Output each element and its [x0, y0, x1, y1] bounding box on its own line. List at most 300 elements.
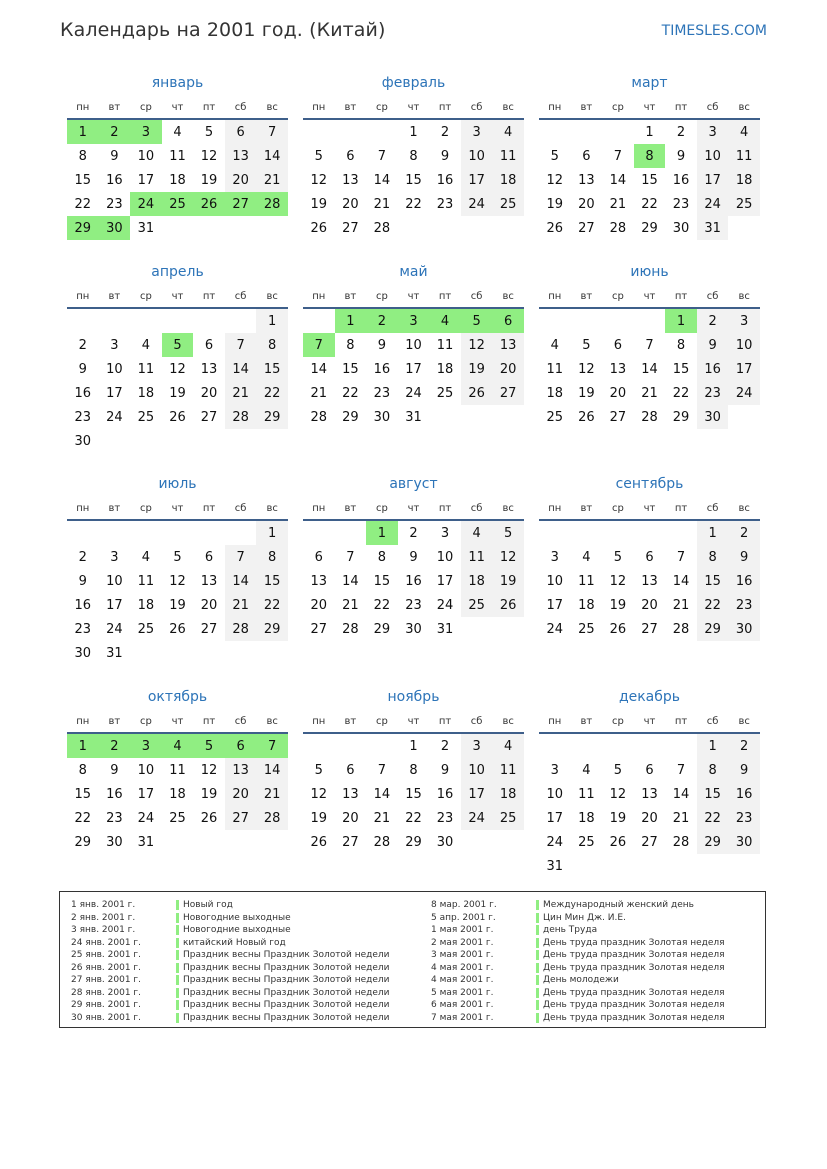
day-cell: 9	[78, 361, 87, 377]
legend-holiday-name: День труда праздник Золотая неделя	[543, 1012, 725, 1023]
weekday-label: чт	[407, 502, 420, 514]
day-cell: 2	[99, 734, 131, 758]
day-cell: 24	[106, 409, 123, 425]
day-cell: 4	[141, 337, 151, 353]
holiday-marker	[536, 913, 539, 923]
day-cell: 10	[137, 148, 155, 164]
day-cell: 11	[546, 361, 564, 377]
day-cell: 22	[641, 196, 658, 212]
day-cell: 8	[346, 337, 355, 353]
holiday-marker	[536, 938, 539, 948]
weekday-label: пт	[202, 502, 216, 514]
day-cell: 29	[405, 834, 422, 850]
site-link[interactable]: TIMESLES.COM	[661, 23, 767, 39]
weekday-label: чт	[171, 290, 184, 302]
weekday-label: чт	[407, 290, 420, 302]
day-cell: 16	[672, 172, 690, 188]
weekday-header	[303, 710, 524, 734]
empty-cell	[634, 521, 666, 545]
day-cell: 18	[546, 385, 564, 401]
day-cell: 7	[303, 333, 335, 357]
day-cell: 13	[225, 758, 257, 782]
legend-date: 3 мая 2001 г.	[431, 950, 494, 961]
day-cell: 14	[672, 786, 690, 802]
empty-cell	[303, 120, 335, 144]
day-cell: 8	[377, 549, 387, 565]
legend-item	[431, 912, 725, 925]
holiday-marker	[536, 950, 539, 960]
day-cell: 20	[578, 196, 595, 212]
weekday-label: вс	[738, 502, 750, 514]
day-cell: 2	[78, 549, 87, 565]
day-cell: 14	[256, 144, 288, 168]
month-name: июнь	[630, 264, 669, 280]
month-name: апрель	[151, 264, 204, 280]
day-cell: 30	[405, 621, 422, 637]
weekday-label: пт	[438, 502, 452, 514]
day-grid	[539, 734, 760, 878]
day-cell: 16	[106, 172, 123, 188]
day-cell: 20	[225, 782, 257, 806]
day-cell: 26	[609, 621, 627, 637]
day-cell: 7	[676, 549, 686, 565]
weekday-label: пн	[312, 101, 326, 113]
day-cell: 14	[609, 172, 627, 188]
holiday-legend	[59, 891, 766, 1028]
day-cell: 1	[256, 521, 288, 545]
legend-holiday-name: день Труда	[543, 925, 598, 936]
weekday-label: пн	[312, 502, 326, 514]
weekday-label: пн	[76, 715, 90, 727]
day-cell: 27	[225, 192, 257, 216]
day-cell: 10	[106, 361, 123, 377]
day-cell: 1	[409, 738, 418, 754]
day-cell: 9	[409, 549, 418, 565]
day-cell: 4	[728, 120, 760, 144]
weekday-label: чт	[171, 502, 184, 514]
day-cell: 18	[492, 782, 524, 806]
empty-cell	[571, 309, 603, 333]
day-cell: 2	[78, 337, 87, 353]
weekday-label: вс	[502, 101, 514, 113]
day-cell: 18	[492, 168, 524, 192]
weekday-label: вс	[266, 502, 278, 514]
day-cell: 5	[314, 762, 323, 778]
day-cell: 21	[342, 597, 359, 613]
weekday-label: чт	[171, 715, 184, 727]
day-cell: 10	[728, 333, 760, 357]
day-cell: 24	[405, 385, 422, 401]
legend-holiday-name: Новогодние выходные	[183, 912, 291, 923]
day-cell: 7	[225, 333, 257, 357]
day-cell: 25	[137, 409, 155, 425]
day-cell: 8	[697, 545, 729, 569]
holiday-marker	[536, 963, 539, 973]
day-cell: 5	[582, 337, 591, 353]
day-cell: 6	[314, 549, 323, 565]
day-cell: 13	[492, 333, 524, 357]
day-cell: 11	[492, 144, 524, 168]
day-cell: 28	[225, 617, 257, 641]
weekday-label: вт	[344, 101, 357, 113]
day-cell: 28	[609, 220, 627, 236]
day-cell: 25	[169, 810, 186, 826]
legend-item	[431, 924, 725, 937]
holiday-marker	[536, 1000, 539, 1010]
day-cell: 2	[409, 525, 418, 541]
day-cell: 14	[672, 573, 690, 589]
empty-cell	[193, 521, 225, 545]
weekday-label: пн	[548, 101, 562, 113]
day-cell: 4	[461, 521, 493, 545]
weekday-label: вс	[502, 715, 514, 727]
day-cell: 31	[137, 220, 155, 236]
day-cell: 17	[436, 573, 454, 589]
day-cell: 22	[405, 196, 422, 212]
weekday-label: пт	[438, 101, 452, 113]
empty-cell	[67, 521, 99, 545]
day-cell: 22	[697, 806, 729, 830]
month-name: сентябрь	[615, 476, 684, 492]
day-cell: 15	[342, 361, 359, 377]
legend-item	[431, 937, 725, 950]
day-cell: 26	[169, 409, 186, 425]
legend-holiday-name: Праздник весны Праздник Золотой недели	[183, 1000, 390, 1011]
weekday-label: пт	[202, 101, 216, 113]
day-cell: 27	[310, 621, 328, 637]
legend-item	[71, 962, 390, 975]
day-cell: 30	[672, 220, 690, 236]
day-cell: 11	[578, 786, 595, 802]
weekday-label: вт	[580, 290, 593, 302]
legend-item	[71, 987, 390, 1000]
day-cell: 1	[366, 521, 398, 545]
day-cell: 26	[492, 593, 524, 617]
day-grid	[303, 120, 524, 240]
day-cell: 14	[373, 786, 391, 802]
weekday-label: сб	[234, 290, 247, 302]
holiday-marker	[176, 938, 179, 948]
empty-cell	[335, 120, 367, 144]
weekday-label: вт	[108, 715, 121, 727]
month-calendar	[539, 70, 760, 240]
day-cell: 8	[78, 148, 87, 164]
day-cell: 17	[405, 361, 422, 377]
day-cell: 6	[204, 549, 214, 565]
day-cell: 3	[398, 309, 430, 333]
day-cell: 7	[225, 545, 257, 569]
month-name: март	[631, 75, 668, 91]
day-cell: 16	[74, 385, 92, 401]
weekday-header	[539, 96, 760, 120]
day-cell: 20	[342, 810, 359, 826]
day-cell: 11	[461, 545, 493, 569]
day-cell: 13	[641, 573, 658, 589]
day-cell: 23	[74, 409, 92, 425]
day-cell: 22	[697, 593, 729, 617]
day-cell: 21	[609, 196, 627, 212]
day-cell: 6	[492, 309, 524, 333]
legend-date: 24 янв. 2001 г.	[71, 937, 141, 948]
day-cell: 9	[728, 758, 760, 782]
day-cell: 11	[169, 762, 186, 778]
day-cell: 13	[342, 786, 359, 802]
holiday-marker	[536, 988, 539, 998]
day-cell: 2	[99, 120, 131, 144]
day-cell: 1	[335, 309, 367, 333]
day-cell: 22	[342, 385, 359, 401]
legend-date: 28 янв. 2001 г.	[71, 987, 141, 998]
weekday-label: ср	[375, 502, 388, 514]
day-cell: 28	[373, 834, 391, 850]
day-cell: 22	[256, 593, 288, 617]
day-cell: 27	[342, 220, 359, 236]
holiday-marker	[176, 963, 179, 973]
legend-holiday-name: Праздник весны Праздник Золотой недели	[183, 962, 390, 973]
holiday-marker	[176, 1000, 179, 1010]
day-cell: 7	[676, 762, 686, 778]
month-name: февраль	[381, 75, 446, 91]
day-cell: 1	[665, 309, 697, 333]
day-cell: 4	[162, 734, 194, 758]
day-cell: 17	[728, 357, 760, 381]
legend-date: 4 мая 2001 г.	[431, 975, 494, 986]
day-cell: 4	[173, 124, 182, 140]
day-cell: 26	[546, 220, 564, 236]
day-cell: 4	[582, 549, 591, 565]
day-cell: 14	[225, 357, 257, 381]
day-cell: 2	[676, 124, 686, 140]
empty-cell	[634, 734, 666, 758]
day-cell: 10	[106, 573, 123, 589]
day-cell: 23	[436, 810, 454, 826]
legend-holiday-name: День молодежи	[543, 975, 619, 986]
day-cell: 11	[137, 573, 155, 589]
month-calendar	[67, 259, 288, 453]
day-cell: 2	[440, 738, 450, 754]
day-cell: 13	[641, 786, 658, 802]
weekday-label: ср	[375, 101, 388, 113]
weekday-label: вс	[266, 715, 278, 727]
day-cell: 13	[200, 573, 218, 589]
day-cell: 6	[645, 762, 654, 778]
day-cell: 25	[578, 621, 595, 637]
day-cell: 18	[137, 385, 155, 401]
weekday-label: вт	[344, 502, 357, 514]
weekday-header	[539, 497, 760, 521]
legend-item	[71, 949, 390, 962]
day-cell: 28	[672, 621, 690, 637]
day-cell: 8	[697, 758, 729, 782]
day-cell: 19	[200, 786, 218, 802]
day-cell: 14	[310, 361, 328, 377]
holiday-marker	[176, 988, 179, 998]
day-cell: 12	[310, 172, 328, 188]
day-cell: 27	[578, 220, 595, 236]
day-cell: 12	[200, 148, 218, 164]
day-cell: 19	[609, 810, 627, 826]
day-cell: 25	[492, 192, 524, 216]
holiday-marker	[176, 900, 179, 910]
day-cell: 1	[645, 124, 654, 140]
legend-holiday-name: День труда праздник Золотая неделя	[543, 937, 725, 948]
weekday-label: пт	[674, 715, 688, 727]
legend-date: 1 мая 2001 г.	[431, 925, 494, 936]
day-cell: 3	[550, 762, 559, 778]
weekday-label: пн	[76, 290, 90, 302]
day-cell: 22	[74, 196, 92, 212]
day-cell: 5	[193, 734, 225, 758]
day-cell: 6	[346, 762, 355, 778]
weekday-label: вс	[502, 502, 514, 514]
day-cell: 8	[676, 337, 686, 353]
day-cell: 22	[672, 385, 690, 401]
day-cell: 28	[672, 834, 690, 850]
legend-item	[431, 999, 725, 1012]
holiday-marker	[176, 975, 179, 985]
legend-item	[431, 1012, 725, 1025]
weekday-label: ср	[139, 715, 152, 727]
day-cell: 5	[550, 148, 559, 164]
empty-cell	[571, 734, 603, 758]
legend-date: 27 янв. 2001 г.	[71, 975, 141, 986]
day-cell: 9	[377, 337, 387, 353]
day-cell: 24	[546, 834, 564, 850]
day-cell: 24	[461, 806, 493, 830]
day-cell: 30	[436, 834, 454, 850]
empty-cell	[634, 309, 666, 333]
day-cell: 17	[106, 597, 123, 613]
legend-holiday-name: Цин Мин Дж. И.Е.	[543, 912, 626, 923]
day-cell: 20	[342, 196, 359, 212]
day-cell: 26	[169, 621, 186, 637]
day-cell: 25	[492, 806, 524, 830]
day-cell: 12	[169, 573, 186, 589]
day-cell: 17	[546, 810, 564, 826]
day-grid	[303, 734, 524, 854]
day-cell: 31	[405, 409, 422, 425]
month-name: май	[399, 264, 428, 280]
empty-cell	[99, 309, 131, 333]
empty-cell	[225, 521, 257, 545]
day-cell: 12	[546, 172, 564, 188]
day-cell: 2	[728, 521, 760, 545]
day-cell: 11	[169, 148, 186, 164]
legend-date: 2 мая 2001 г.	[431, 937, 494, 948]
empty-cell	[303, 521, 335, 545]
weekday-label: ср	[375, 715, 388, 727]
weekday-label: вт	[108, 502, 121, 514]
day-cell: 9	[440, 148, 450, 164]
legend-date: 7 мая 2001 г.	[431, 1012, 494, 1023]
day-cell: 9	[440, 762, 450, 778]
month-calendar	[303, 259, 524, 429]
weekday-label: вт	[108, 290, 121, 302]
day-cell: 26	[609, 834, 627, 850]
day-cell: 26	[461, 381, 493, 405]
legend-date: 6 мая 2001 г.	[431, 1000, 494, 1011]
empty-cell	[335, 521, 367, 545]
day-cell: 23	[728, 806, 760, 830]
legend-item	[431, 987, 725, 1000]
weekday-header	[303, 96, 524, 120]
day-cell: 24	[106, 621, 123, 637]
weekday-label: чт	[643, 502, 656, 514]
day-cell: 3	[110, 337, 119, 353]
weekday-header	[67, 96, 288, 120]
weekday-label: вс	[738, 715, 750, 727]
day-cell: 6	[346, 148, 355, 164]
legend-item	[431, 962, 725, 975]
day-cell: 31	[697, 216, 729, 240]
day-cell: 13	[225, 144, 257, 168]
legend-item	[71, 974, 390, 987]
day-cell: 17	[106, 385, 123, 401]
day-cell: 4	[492, 120, 524, 144]
day-cell: 23	[697, 381, 729, 405]
day-cell: 28	[256, 806, 288, 830]
day-cell: 5	[162, 333, 194, 357]
weekday-label: сб	[470, 290, 483, 302]
day-cell: 1	[67, 734, 99, 758]
weekday-label: вт	[580, 715, 593, 727]
day-cell: 2	[728, 734, 760, 758]
legend-item	[431, 949, 725, 962]
day-cell: 16	[697, 357, 729, 381]
day-cell: 8	[256, 333, 288, 357]
day-cell: 21	[373, 810, 391, 826]
day-cell: 30	[728, 617, 760, 641]
day-cell: 15	[74, 172, 92, 188]
legend-date: 2 янв. 2001 г.	[71, 912, 136, 923]
day-cell: 1	[409, 124, 418, 140]
day-cell: 6	[204, 337, 214, 353]
day-cell: 28	[342, 621, 359, 637]
day-cell: 29	[74, 834, 92, 850]
day-cell: 21	[672, 810, 690, 826]
legend-holiday-name: День труда праздник Золотая неделя	[543, 950, 725, 961]
legend-date: 30 янв. 2001 г.	[71, 1012, 141, 1023]
day-cell: 2	[697, 309, 729, 333]
day-cell: 29	[256, 617, 288, 641]
day-cell: 10	[405, 337, 422, 353]
day-cell: 12	[461, 333, 493, 357]
legend-item	[71, 924, 390, 937]
day-cell: 18	[728, 168, 760, 192]
day-cell: 7	[346, 549, 355, 565]
legend-date: 3 янв. 2001 г.	[71, 925, 136, 936]
day-cell: 30	[99, 216, 131, 240]
weekday-label: ср	[139, 290, 152, 302]
day-cell: 3	[440, 525, 450, 541]
day-cell: 18	[578, 597, 595, 613]
day-cell: 5	[613, 549, 623, 565]
weekday-label: сб	[470, 502, 483, 514]
day-cell: 17	[461, 782, 493, 806]
day-cell: 28	[373, 220, 391, 236]
weekday-label: ср	[139, 101, 152, 113]
day-cell: 21	[672, 597, 690, 613]
weekday-header	[67, 497, 288, 521]
empty-cell	[602, 734, 634, 758]
day-cell: 23	[106, 810, 123, 826]
day-cell: 30	[106, 834, 123, 850]
weekday-label: пт	[674, 290, 688, 302]
weekday-label: чт	[171, 101, 184, 113]
day-cell: 22	[256, 381, 288, 405]
legend-date: 1 янв. 2001 г.	[71, 900, 136, 911]
day-cell: 16	[728, 782, 760, 806]
